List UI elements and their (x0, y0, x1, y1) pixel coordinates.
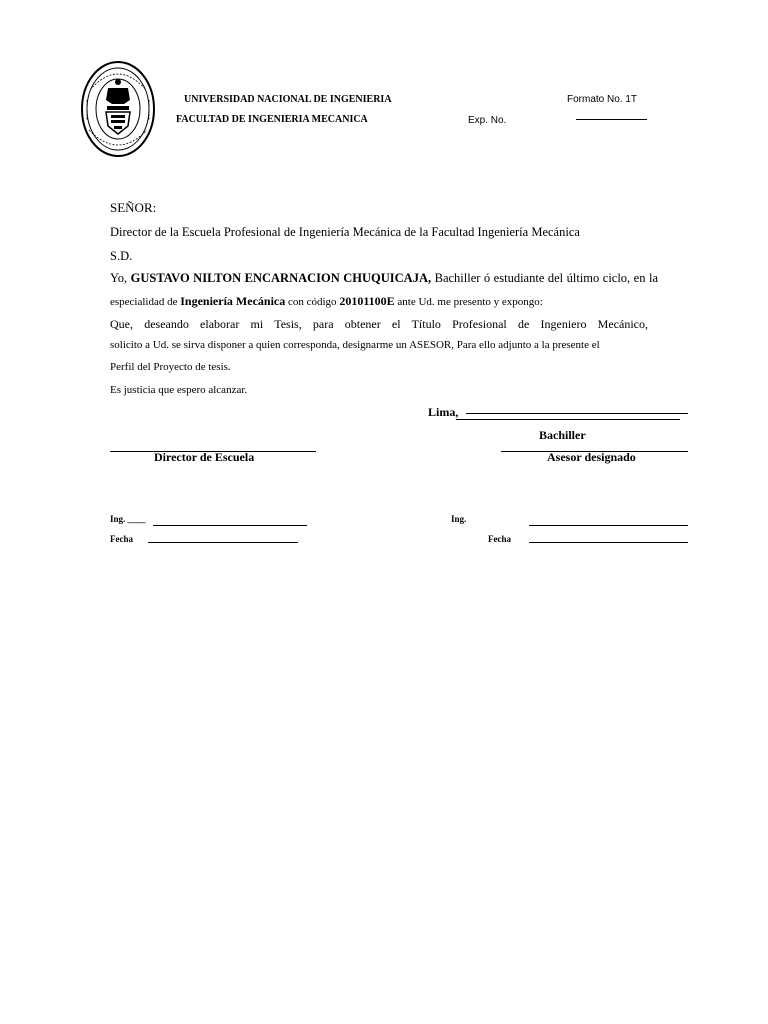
intro-text: Yo, (110, 271, 131, 285)
fecha-left-label: Fecha (110, 534, 133, 544)
paragraph-line-4: solicito a Ud. se sirva disponer a quien corresponda, designarme un ASESOR, Para ello adjunto a la presente el (110, 339, 600, 351)
fecha-left-line (148, 542, 298, 543)
ing-left-line (153, 525, 307, 526)
asesor-label: Asesor designado (547, 450, 636, 464)
presentation-text: ante Ud. me presento y expongo: (394, 296, 543, 308)
ing-left-label: Ing. ____ (110, 514, 146, 524)
recipient: Director de la Escuela Profesional de Ingeniería Mecánica de la Facultad Ingeniería Mecánica (110, 225, 580, 239)
university-seal-icon (80, 60, 156, 158)
director-label: Director de Escuela (154, 450, 255, 464)
paragraph-line-3: Que, deseando elaborar mi Tesis, para obtener el Título Profesional de Ingeniero Mecánico, (110, 317, 648, 331)
student-name: GUSTAVO NILTON ENCARNACION CHUQUICAJA, (130, 271, 432, 285)
date-line (466, 413, 688, 414)
bachiller-signature-line (456, 419, 680, 420)
code-intro: con código (285, 296, 340, 308)
lima-label: Lima, (428, 405, 459, 419)
fecha-right-line (529, 542, 688, 543)
paragraph-line-1 (110, 271, 658, 286)
ing-right-label: Ing. (451, 514, 467, 524)
faculty-name: FACULTAD DE INGENIERIA MECANICA (176, 114, 368, 125)
paragraph-line-2 (110, 294, 543, 309)
fecha-right-label: Fecha (488, 534, 511, 544)
closing-line: Es justicia que espero alcanzar. (110, 384, 248, 396)
ing-right-line (529, 525, 688, 526)
paragraph-line-5: Perfil del Proyecto de tesis. (110, 361, 231, 373)
bachiller-label: Bachiller (539, 428, 586, 442)
exp-label: Exp. No. (468, 115, 507, 126)
student-code: 20101100E (339, 294, 395, 308)
intro-text-tail: Bachiller ó estudiante del último ciclo, en la (431, 271, 659, 285)
specialty-name: Ingeniería Mecánica (180, 294, 286, 308)
specialty-intro: especialidad de (110, 296, 181, 308)
format-number: Formato No. 1T (567, 94, 638, 105)
sd-line: S.D. (110, 249, 133, 263)
exp-number-line (576, 119, 647, 120)
university-name: UNIVERSIDAD NACIONAL DE INGENIERIA (184, 94, 392, 105)
salutation: SEÑOR: (110, 200, 157, 215)
